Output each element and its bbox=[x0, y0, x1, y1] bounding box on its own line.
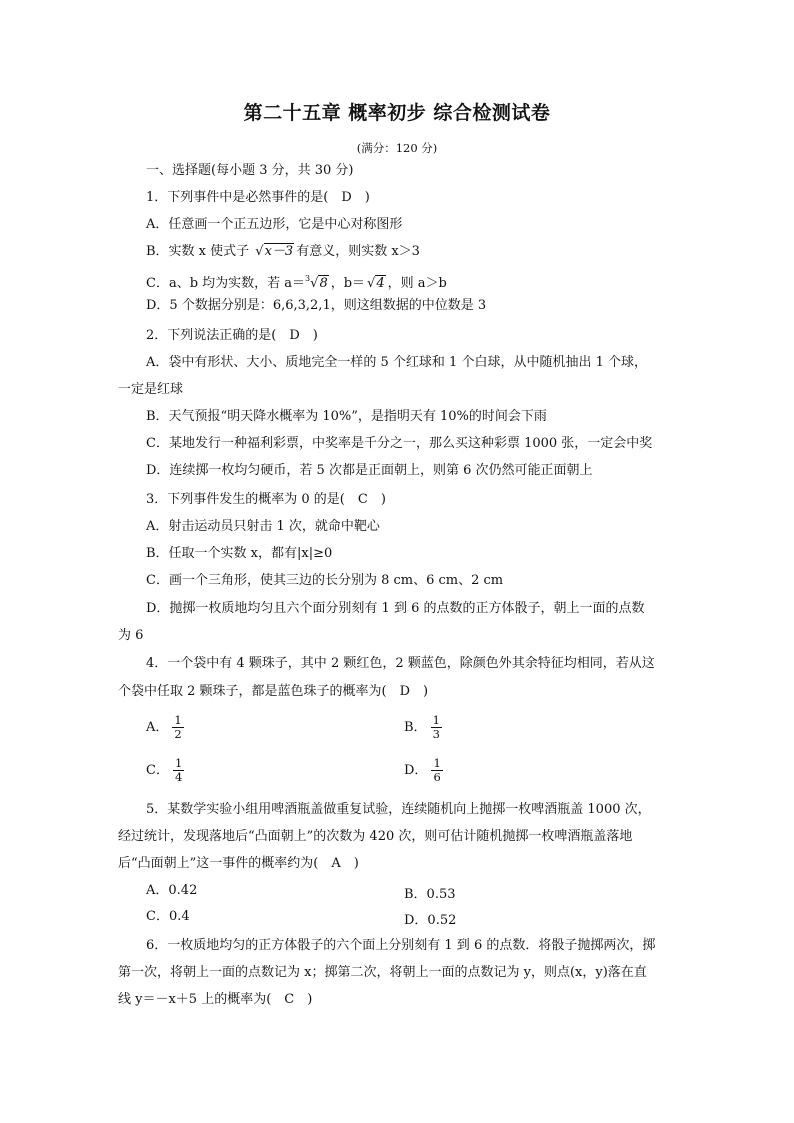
q3-option-d-cont: 为 6 bbox=[118, 628, 144, 643]
q2-option-b: B．天气预报“明天降水概率为 10%”，是指明天有 10%的时间会下雨 bbox=[146, 409, 547, 424]
q5-option-b: B．0.53 bbox=[404, 887, 456, 902]
q2-option-c: C．某地发行一种福利彩票，中奖率是千分之一，那么买这种彩票 1000 张，一定会中奖 bbox=[146, 436, 653, 451]
fraction: $\frac{1}{4}$ bbox=[174, 756, 183, 784]
q1-option-b bbox=[146, 242, 420, 262]
q1-option-d: D．5 个数据分别是：6,6,3,2,1，则这组数据的中位数是 3 bbox=[146, 298, 487, 313]
sqrt-expression: √x－3 bbox=[255, 244, 294, 259]
q2-option-a-cont: 一定是红球 bbox=[118, 382, 184, 397]
q6-stem-cont: 第一次，将朝上一面的点数记为 x；掷第二次，将朝上一面的点数记为 y，则点(x，y)落在直 bbox=[118, 965, 647, 980]
q5-stem-cont-2: 后“凸面朝上”这一事件的概率约为( A ) bbox=[118, 856, 359, 871]
q3-option-b: B．任取一个实数 x，都有|x|≥0 bbox=[146, 546, 333, 561]
q1-option-a: A．任意画一个正五边形，它是中心对称图形 bbox=[146, 217, 403, 232]
q1-option-c: C．a、b 均为实数，若 a＝$^3$√8 ，b＝ √4 ，则 a＞b bbox=[146, 269, 447, 294]
q4-option-d: D． $\frac{1}{6}$ bbox=[404, 756, 441, 784]
fraction: $\frac{1}{2}$ bbox=[174, 713, 182, 741]
q5-stem: 5．某数学实验小组用啤酒瓶盖做重复试验，连续随机向上抛掷一枚啤酒瓶盖 1000 次， bbox=[146, 802, 651, 817]
sqrt-expression-2: √4 bbox=[367, 276, 385, 291]
fraction: $\frac{1}{6}$ bbox=[433, 756, 441, 784]
cube-root-expression: √8 bbox=[310, 276, 328, 291]
q1-stem: 1．下列事件中是必然事件的是( D ) bbox=[146, 190, 370, 205]
q3-option-c: C．画一个三角形，使其三边的长分别为 8 cm、6 cm、2 cm bbox=[146, 573, 504, 588]
q2-stem: 2．下列说法正确的是( D ) bbox=[146, 328, 318, 343]
q4-option-c: C． $\frac{1}{4}$ bbox=[146, 756, 183, 784]
score-note: (满分：120 分) bbox=[356, 141, 438, 155]
section-heading: 一、选择题(每小题 3 分，共 30 分) bbox=[146, 163, 354, 178]
q2-option-a: A．袋中有形状、大小、质地完全一样的 5 个红球和 1 个白球，从中随机抽出 1 个球， bbox=[146, 355, 647, 370]
q3-option-d: D．抛掷一枚质地均匀且六个面分别刻有 1 到 6 的点数的正方体骰子，朝上一面的点数 bbox=[146, 601, 645, 616]
q5-option-a: A．0.42 bbox=[146, 883, 198, 898]
q3-option-a: A．射击运动员只射击 1 次，就命中靶心 bbox=[146, 519, 380, 534]
q4-stem: 4．一个袋中有 4 颗珠子，其中 2 颗红色，2 颗蓝色，除颜色外其余特征均相同，若从这 bbox=[146, 656, 655, 671]
page-title: 第二十五章 概率初步 综合检测试卷 bbox=[243, 102, 551, 124]
q5-option-c: C．0.4 bbox=[146, 909, 190, 924]
q6-stem-cont-2: 线 y＝－x＋5 上的概率为( C ) bbox=[118, 992, 313, 1007]
q6-stem: 6．一枚质地均匀的正方体骰子的六个面上分别刻有 1 到 6 的点数．将骰子抛掷两次，掷 bbox=[146, 938, 656, 953]
q5-stem-cont: 经过统计，发现落地后“凸面朝上”的次数为 420 次，则可估计随机抛掷一枚啤酒瓶盖落地 bbox=[118, 829, 633, 844]
q5-option-d: D．0.52 bbox=[404, 913, 457, 928]
q2-option-d: D．连续掷一枚均匀硬币，若 5 次都是正面朝上，则第 6 次仍然可能正面朝上 bbox=[146, 463, 593, 478]
fraction: $\frac{1}{3}$ bbox=[432, 713, 440, 741]
q1-b-pre: B．实数 x 使式子 bbox=[146, 244, 250, 259]
q4-option-b: B． $\frac{1}{3}$ bbox=[404, 713, 440, 741]
q1-b-post: 有意义，则实数 x＞3 bbox=[296, 244, 420, 259]
q4-option-a: A． $\frac{1}{2}$ bbox=[146, 713, 182, 741]
q3-stem: 3．下列事件发生的概率为 0 的是( C ) bbox=[146, 492, 386, 507]
q4-stem-cont: 个袋中任取 2 颗珠子，都是蓝色珠子的概率为( D ) bbox=[118, 684, 429, 699]
